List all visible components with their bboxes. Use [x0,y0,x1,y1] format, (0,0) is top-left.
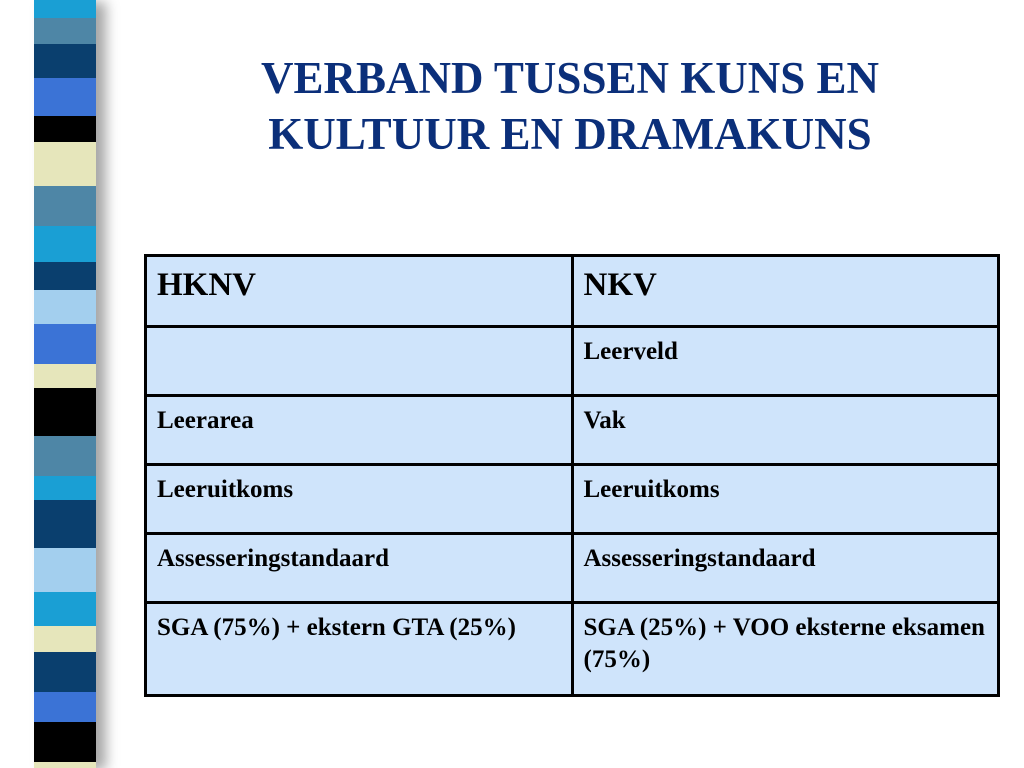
stripe-block [34,0,96,18]
stripe-block [34,692,96,722]
stripe-block [34,548,96,592]
stripe-block [34,78,96,116]
stripe-block [34,142,96,186]
stripe-block [34,364,96,388]
slide-title-line-1: VERBAND TUSSEN KUNS EN [260,53,880,103]
stripe-block [34,44,96,78]
table-cell: Leeruitkoms [146,465,573,534]
slide-title-line-2: KULTUUR EN DRAMAKUNS [268,109,872,159]
slide-title [150,50,990,162]
stripe-block [34,324,96,364]
table-cell: SGA (25%) + VOO eksterne eksamen (75%) [572,603,999,696]
stripe-block [34,722,96,762]
stripe-block [34,626,96,652]
table-row [146,327,999,396]
stripe-block [34,18,96,44]
decorative-stripe [34,0,96,768]
stripe-block [34,476,96,500]
table-cell: SGA (75%) + ekstern GTA (25%) [146,603,573,696]
table-row [146,465,999,534]
table-cell: Leerveld [572,327,999,396]
table-cell: Leeruitkoms [572,465,999,534]
stripe-block [34,652,96,692]
stripe-block [34,226,96,262]
table-cell [146,327,573,396]
stripe-block [34,388,96,436]
table-cell: Assesseringstandaard [146,534,573,603]
stripe-block [34,290,96,324]
stripe-block [34,436,96,476]
stripe-block [34,500,96,548]
stripe-block [34,186,96,226]
table-row [146,603,999,696]
comparison-table [144,254,1000,697]
header-cell-hknv: HKNV [146,256,573,327]
table-header-row [146,256,999,327]
stripe-block [34,592,96,626]
table-cell: Vak [572,396,999,465]
stripe-block [34,262,96,290]
table-row [146,396,999,465]
table-cell: Assesseringstandaard [572,534,999,603]
table-cell: Leerarea [146,396,573,465]
header-cell-nkv: NKV [572,256,999,327]
stripe-block [34,116,96,142]
table-row [146,534,999,603]
stripe-block [34,762,96,768]
